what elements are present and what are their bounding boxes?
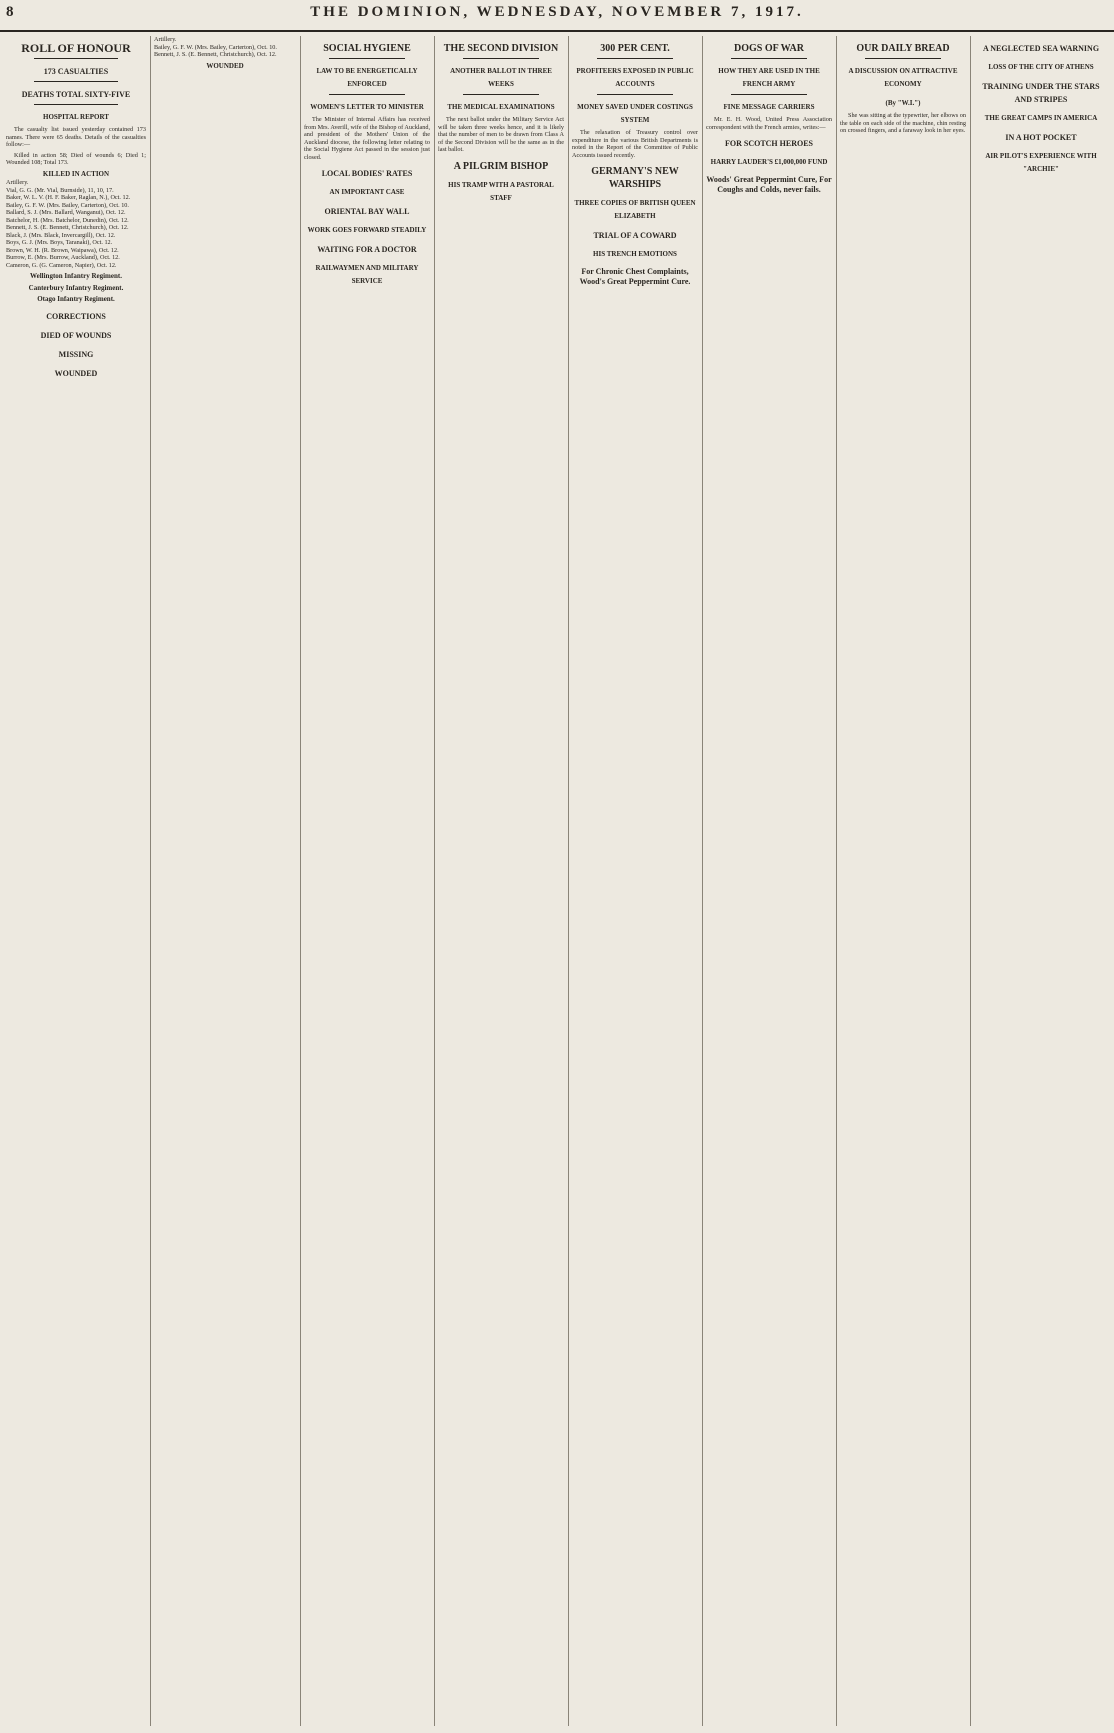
section-heading: Wellington Infantry Regiment. xyxy=(30,272,122,280)
list-item: Burrow, E. (Mrs. Burrow, Auckland), Oct. 12. xyxy=(6,254,120,261)
subheading: AN IMPORTANT CASE xyxy=(329,188,405,196)
subheading: THE GREAT CAMPS IN AMERICA xyxy=(984,114,1098,122)
section-heading: Otago Infantry Regiment. xyxy=(37,295,115,303)
masthead-rule xyxy=(0,30,1114,32)
subheading: CORRECTIONS xyxy=(46,311,106,321)
column-casualty-list xyxy=(154,36,296,1726)
column-dogs-of-war xyxy=(706,36,832,1726)
subheading: THREE COPIES OF BRITISH QUEEN ELIZABETH xyxy=(574,199,696,220)
article-body: The relaxation of Treasury control over expenditure in the various British Departments is noted in the Report of the Committee of Public Accounts issued recently. xyxy=(572,129,698,159)
list-item: Artillery. xyxy=(154,36,177,43)
column-misc xyxy=(974,36,1108,1726)
column-300-per-cent xyxy=(572,36,698,1726)
headline: SOCIAL HYGIENE xyxy=(323,43,411,54)
headline: FOR SCOTCH HEROES xyxy=(724,139,813,148)
subheading: WOMEN'S LETTER TO MINISTER xyxy=(310,103,424,111)
column-second-division xyxy=(438,36,564,1726)
article-body: She was sitting at the typewriter, her elbows on the table on each side of the machine, chin resting on crossed fingers, and a faraway look in her eyes. xyxy=(840,112,966,134)
section-heading: WOUNDED xyxy=(206,61,244,70)
subheading: RAILWAYMEN AND MILITARY SERVICE xyxy=(315,264,419,285)
subheading: 173 CASUALTIES xyxy=(43,67,109,76)
subheading: HOW THEY ARE USED IN THE FRENCH ARMY xyxy=(718,67,820,88)
list-item: Black, J. (Mrs. Black, Invercargill), Oct. 12. xyxy=(6,231,116,239)
page-number: 8 xyxy=(6,4,17,20)
advertisement: For Chronic Chest Complaints, Wood's Great Peppermint Cure. xyxy=(579,267,691,286)
list-item: Bennett, J. S. (E. Bennett, Christchurch), Oct. 12. xyxy=(6,224,129,231)
list-item: Vial, G. G. (Mr. Vial, Burnside), 11, 10, 17. xyxy=(6,186,114,194)
headline: 300 PER CENT. xyxy=(600,43,670,54)
headline: LOCAL BODIES' RATES xyxy=(321,169,413,178)
subheading: A DISCUSSION ON ATTRACTIVE ECONOMY xyxy=(848,67,958,88)
list-item: Boys, G. J. (Mrs. Boys, Taranaki), Oct. 12. xyxy=(6,239,113,246)
advertisement: Woods' Great Peppermint Cure, For Coughs and Colds, never fails. xyxy=(706,175,832,194)
column-roll-of-honour xyxy=(6,36,146,1726)
subheading: HOSPITAL REPORT xyxy=(43,113,109,121)
subheading: FINE MESSAGE CARRIERS xyxy=(723,103,815,111)
column-social-hygiene xyxy=(304,36,430,1726)
headline: ORIENTAL BAY WALL xyxy=(324,207,410,216)
section-heading: KILLED IN ACTION xyxy=(42,169,110,178)
headline: WAITING FOR A DOCTOR xyxy=(317,245,417,254)
subheading: AIR PILOT'S EXPERIENCE WITH "ARCHIE" xyxy=(985,152,1097,173)
list-item: Cameron, G. (G. Cameron, Napier), Oct. 12. xyxy=(6,261,117,269)
subheading: MONEY SAVED UNDER COSTINGS SYSTEM xyxy=(577,103,693,124)
list-item: Brown, W. H. (R. Brown, Waipawa), Oct. 12. xyxy=(6,246,119,254)
subheading: LAW TO BE ENERGETICALLY ENFORCED xyxy=(316,67,418,88)
subheading: LOSS OF THE CITY OF ATHENS xyxy=(988,63,1094,71)
subheading: HARRY LAUDER'S £1,000,000 FUND xyxy=(710,158,828,166)
article-body: The casualty list issued yesterday contained 173 names. There were 65 deaths. Details of the casualties follow:— xyxy=(6,126,146,148)
headline: THE SECOND DIVISION xyxy=(443,43,559,54)
headline: IN A HOT POCKET xyxy=(1005,133,1077,142)
headline: TRAINING UNDER THE STARS AND STRIPES xyxy=(982,82,1100,104)
list-item: Bennett, J. S. (E. Bennett, Christchurch), Oct. 12. xyxy=(154,51,277,58)
subheading: DEATHS TOTAL SIXTY-FIVE xyxy=(21,90,131,99)
summary: Killed in action 58; Died of wounds 6; Died 1; Wounded 108; Total 173. xyxy=(6,151,146,166)
newspaper-title: THE DOMINION, WEDNESDAY, NOVEMBER 7, 1917. xyxy=(310,4,804,20)
byline: (By "W.I.") xyxy=(885,99,921,107)
headline: TRIAL OF A COWARD xyxy=(593,231,677,240)
subheading: WOUNDED xyxy=(54,368,98,378)
subheading: THE MEDICAL EXAMINATIONS xyxy=(447,103,555,111)
list-item: Baker, W. L. V. (H. F. Baker, Raglan, N.), Oct. 12. xyxy=(6,194,131,201)
article-body: The Minister of Internal Affairs has received from Mrs. Averill, wife of the Bishop of Auckland, and president of the Mothers' Union of the Auckland diocese, the following letter relating to the Social Hygiene Act passed in the session just closed. xyxy=(304,116,430,161)
article-body: Mr. E. H. Wood, United Press Association correspondent with the French armies, writes:— xyxy=(706,116,832,131)
subheading: ANOTHER BALLOT IN THREE WEEKS xyxy=(450,67,552,88)
headline: A NEGLECTED SEA WARNING xyxy=(982,44,1100,53)
column-daily-bread xyxy=(840,36,966,1726)
list-item: Batchelor, H. (Mrs. Batchelor, Dunedin), Oct. 12. xyxy=(6,216,129,224)
list-item: Bailey, G. F. W. (Mrs. Bailey, Carterton), Oct. 10. xyxy=(154,43,277,51)
section-heading: Canterbury Infantry Regiment. xyxy=(28,283,124,292)
list-item: Artillery. xyxy=(6,179,29,186)
subheading: HIS TRENCH EMOTIONS xyxy=(593,250,677,258)
subheading: HIS TRAMP WITH A PASTORAL STAFF xyxy=(448,180,554,202)
headline: A PILGRIM BISHOP xyxy=(453,160,549,172)
subheading: PROFITEERS EXPOSED IN PUBLIC ACCOUNTS xyxy=(576,67,694,88)
subheading: MISSING xyxy=(58,349,94,359)
headline: GERMANY'S NEW WARSHIPS xyxy=(591,166,679,190)
subheading: DIED OF WOUNDS xyxy=(40,330,112,340)
article-body: The next ballot under the Military Service Act will be taken three weeks hence, and it is likely that the number of men to be drawn from Class A of the Second Division will be the same as in the last ballot. xyxy=(438,116,564,153)
list-item: Bailey, G. F. W. (Mrs. Bailey, Carterton), Oct. 10. xyxy=(6,201,129,209)
subheading: WORK GOES FORWARD STEADILY xyxy=(307,226,427,234)
headline: DOGS OF WAR xyxy=(733,43,804,54)
list-item: Ballard, S. J. (Mrs. Ballard, Wanganui), Oct. 12. xyxy=(6,209,126,216)
headline: OUR DAILY BREAD xyxy=(856,43,950,54)
masthead xyxy=(0,4,1114,26)
headline: ROLL OF HONOUR xyxy=(21,41,131,55)
